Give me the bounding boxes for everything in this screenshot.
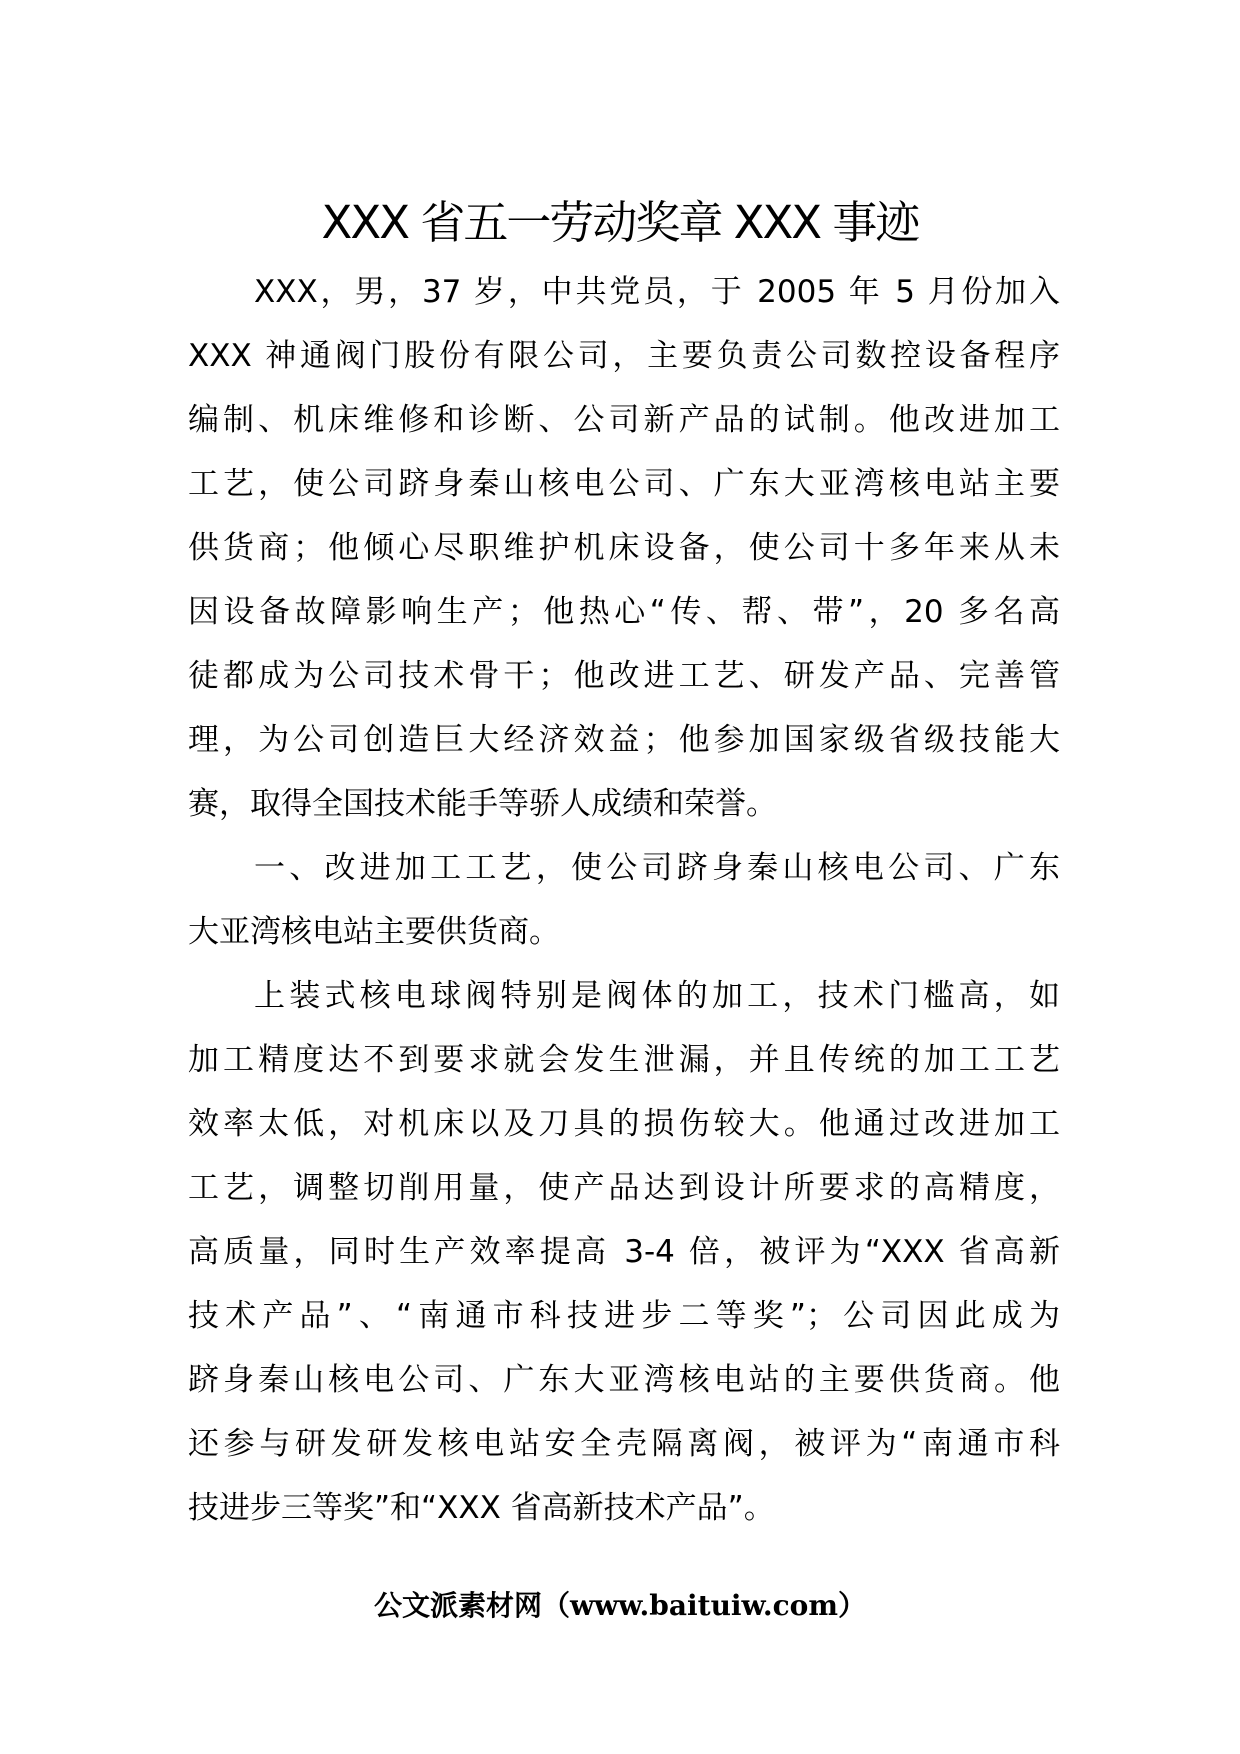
text-line: 上装式核电球阀特别是阀体的加工，技术门槛高，如: [254, 978, 1060, 1014]
text-line: 编制、机床维修和诊断、公司新产品的试制。他改进加工: [188, 402, 1060, 438]
paragraph-section-heading: [188, 836, 1060, 964]
document-body: [188, 260, 1060, 1540]
text-line: 加工精度达不到要求就会发生泄漏，并且传统的加工工艺: [188, 1042, 1060, 1078]
text-line: XXX 神通阀门股份有限公司，主要负责公司数控设备程序: [188, 338, 1060, 374]
text-line: 工艺，调整切削用量，使产品达到设计所要求的高精度，: [188, 1170, 1060, 1206]
text-line: 供货商；他倾心尽职维护机床设备，使公司十多年来从未: [188, 530, 1060, 566]
text-line: 跻身秦山核电公司、广东大亚湾核电站的主要供货商。他: [188, 1362, 1060, 1398]
text-line: 徒都成为公司技术骨干；他改进工艺、研发产品、完善管: [188, 658, 1060, 694]
paragraph-section-body: [188, 964, 1060, 1540]
text-line: XXX，男，37 岁，中共党员，于 2005 年 5 月份加入: [254, 274, 1060, 310]
text-line: 高质量，同时生产效率提高 3-4 倍，被评为“XXX 省高新: [188, 1234, 1060, 1270]
text-line: 效率太低，对机床以及刀具的损伤较大。他通过改进加工: [188, 1106, 1060, 1142]
text-line: 技进步三等奖”和“XXX 省高新技术产品”。: [188, 1490, 775, 1526]
paragraph-intro: [188, 260, 1060, 836]
text-line: 赛，取得全国技术能手等骄人成绩和荣誉。: [188, 786, 777, 822]
text-line: 大亚湾核电站主要供货商。: [188, 914, 560, 950]
text-line: 工艺，使公司跻身秦山核电公司、广东大亚湾核电站主要: [188, 466, 1060, 502]
text-line: 因设备故障影响生产；他热心“传、帮、带”，20 多名高: [188, 594, 1060, 630]
footer-source: 公文派素材网（www.baituiw.com）: [374, 1589, 866, 1622]
text-line: 还参与研发研发核电站安全壳隔离阀，被评为“南通市科: [188, 1426, 1060, 1462]
text-line: 技术产品”、“南通市科技进步二等奖”；公司因此成为: [188, 1298, 1060, 1334]
text-line: 一、改进加工工艺，使公司跻身秦山核电公司、广东: [254, 850, 1060, 886]
document-title: XXX 省五一劳动奖章 XXX 事迹: [321, 196, 919, 249]
text-line: 理，为公司创造巨大经济效益；他参加国家级省级技能大: [188, 722, 1060, 758]
